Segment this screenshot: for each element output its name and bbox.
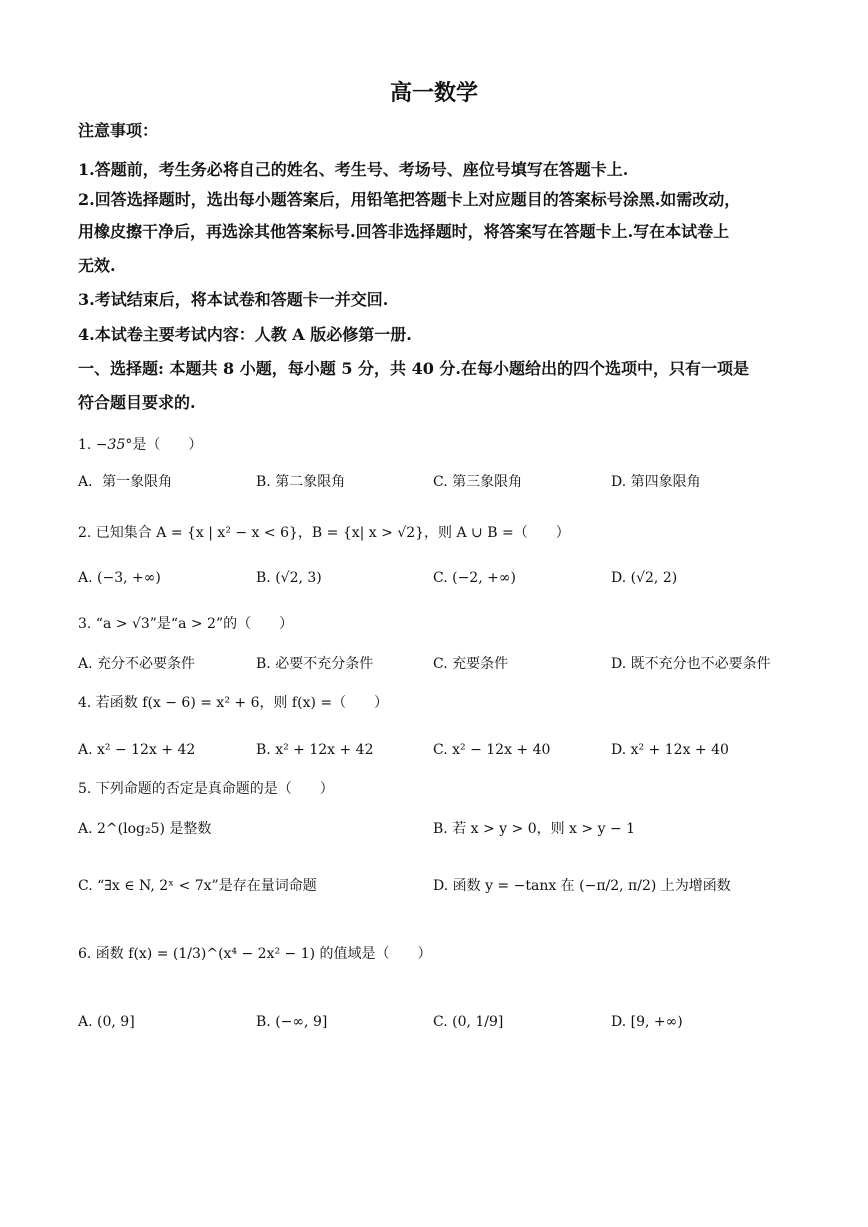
- question-1-number: 1.: [78, 437, 96, 453]
- question-2-option-d: D. (√2, 2): [611, 570, 678, 586]
- question-3-stem: 3. “a > √3”是“a > 2”的（ ）: [78, 616, 294, 632]
- notice-item-2: 2.回答选择题时，选出每小题答案后，用铅笔把答题卡上对应题目的答案标号涂黑.如需改动，: [78, 190, 741, 209]
- question-6-option-a: A. (0, 9]: [78, 1014, 135, 1030]
- question-1-stem: [78, 434, 202, 456]
- question-3-option-a: A. 充分不必要条件: [78, 656, 196, 672]
- question-6-stem: 6. 函数 f(x) = (1/3)^(x⁴ − 2x² − 1) 的值域是（ ）: [78, 946, 432, 962]
- question-5-stem: 5. 下列命题的否定是真命题的是（ ）: [78, 781, 334, 797]
- question-3-option-d: D. 既不充分也不必要条件: [611, 656, 771, 672]
- question-3-option-b: B. 必要不充分条件: [256, 656, 374, 672]
- question-5-option-d: D. 函数 y = −tanx 在 (−π/2, π/2) 上为增函数: [433, 878, 731, 894]
- question-1-math: −35°: [95, 437, 133, 453]
- question-4-option-d: D. x² + 12x + 40: [611, 742, 729, 758]
- question-6-option-b: B. (−∞, 9]: [256, 1014, 328, 1030]
- question-1-option-d: D. 第四象限角: [611, 474, 701, 490]
- question-5-option-b: B. 若 x > y > 0，则 x > y − 1: [433, 821, 636, 837]
- question-2-stem: 2. 已知集合 A = {x | x² − x < 6}，B = {x| x > √2}，则 A ∪ B =（ ）: [78, 525, 570, 541]
- notice-item-2-cont: 用橡皮擦干净后，再选涂其他答案标号.回答非选择题时，将答案写在答题卡上.写在本试卷上: [78, 222, 730, 241]
- notice-item-4: 4.本试卷主要考试内容：人教 A 版必修第一册.: [78, 325, 412, 344]
- question-1-tail: 是（ ）: [132, 437, 203, 453]
- section-heading-line2: 符合题目要求的.: [78, 393, 196, 412]
- question-2-option-c: C. (−2, +∞): [433, 570, 516, 586]
- notice-item-1: 1.答题前，考生务必将自己的姓名、考生号、考场号、座位号填写在答题卡上.: [78, 160, 629, 179]
- question-4-stem: 4. 若函数 f(x − 6) = x² + 6，则 f(x) =（ ）: [78, 695, 389, 711]
- question-1-option-a: A．第一象限角: [78, 474, 173, 490]
- section-heading-line1: 一、选择题: 本题共 8 小题，每小题 5 分，共 40 分.在每小题给出的四个选项中，只有一项是: [78, 359, 750, 378]
- notice-item-3: 3.考试结束后，将本试卷和答题卡一并交回.: [78, 290, 389, 309]
- question-6-option-c: C. (0, 1/9]: [433, 1014, 504, 1030]
- page-title: 高一数学: [389, 80, 478, 106]
- question-5-option-c: C. “∃x ∈ N, 2ˣ < 7x”是存在量词命题: [78, 878, 317, 894]
- notice-item-2-end: 无效.: [78, 256, 116, 275]
- question-4-option-c: C. x² − 12x + 40: [433, 742, 551, 758]
- question-5-option-a: A. 2^(log₂5) 是整数: [78, 821, 212, 837]
- notice-heading: 注意事项：: [78, 121, 159, 140]
- question-4-option-b: B. x² + 12x + 42: [256, 742, 374, 758]
- question-3-option-c: C. 充要条件: [433, 656, 509, 672]
- question-6-option-d: D. [9, +∞): [611, 1014, 683, 1030]
- question-1-option-c: C. 第三象限角: [433, 474, 523, 490]
- question-1-option-b: B. 第二象限角: [256, 474, 346, 490]
- question-2-option-a: A. (−3, +∞): [78, 570, 161, 586]
- question-4-option-a: A. x² − 12x + 42: [78, 742, 196, 758]
- question-2-option-b: B. (√2, 3): [256, 570, 322, 586]
